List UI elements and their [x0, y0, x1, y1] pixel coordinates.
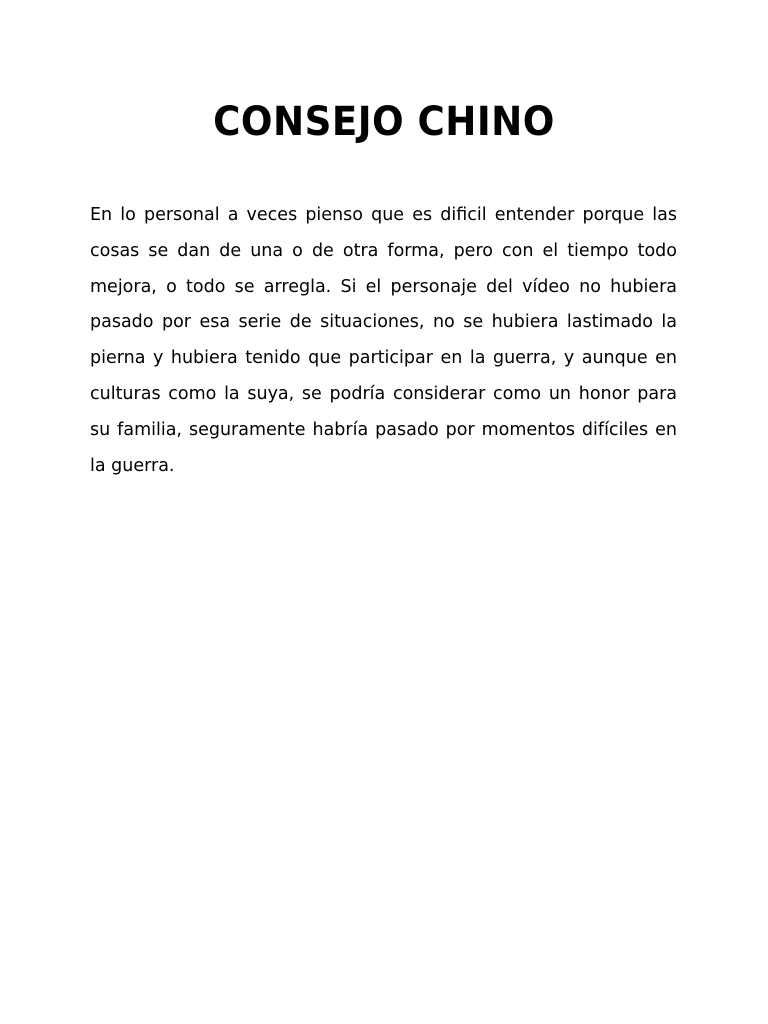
document-paragraph: En lo personal a veces pienso que es dificil entender porque las cosas se dan de una o de otra forma, pero con el tiempo todo mejora, o todo se arregla. Si el personaje del vídeo no hubiera pasado por esa serie de situaciones, no se hubiera lastimado la pierna y hubiera tenido que participar en la guerra, y aunque en culturas como la suya, se podría considerar como un honor para su familia, seguramente habría pasado por momentos difíciles en la guerra.	[90, 205, 677, 476]
document-title: CONSEJO CHINO	[213, 99, 555, 145]
